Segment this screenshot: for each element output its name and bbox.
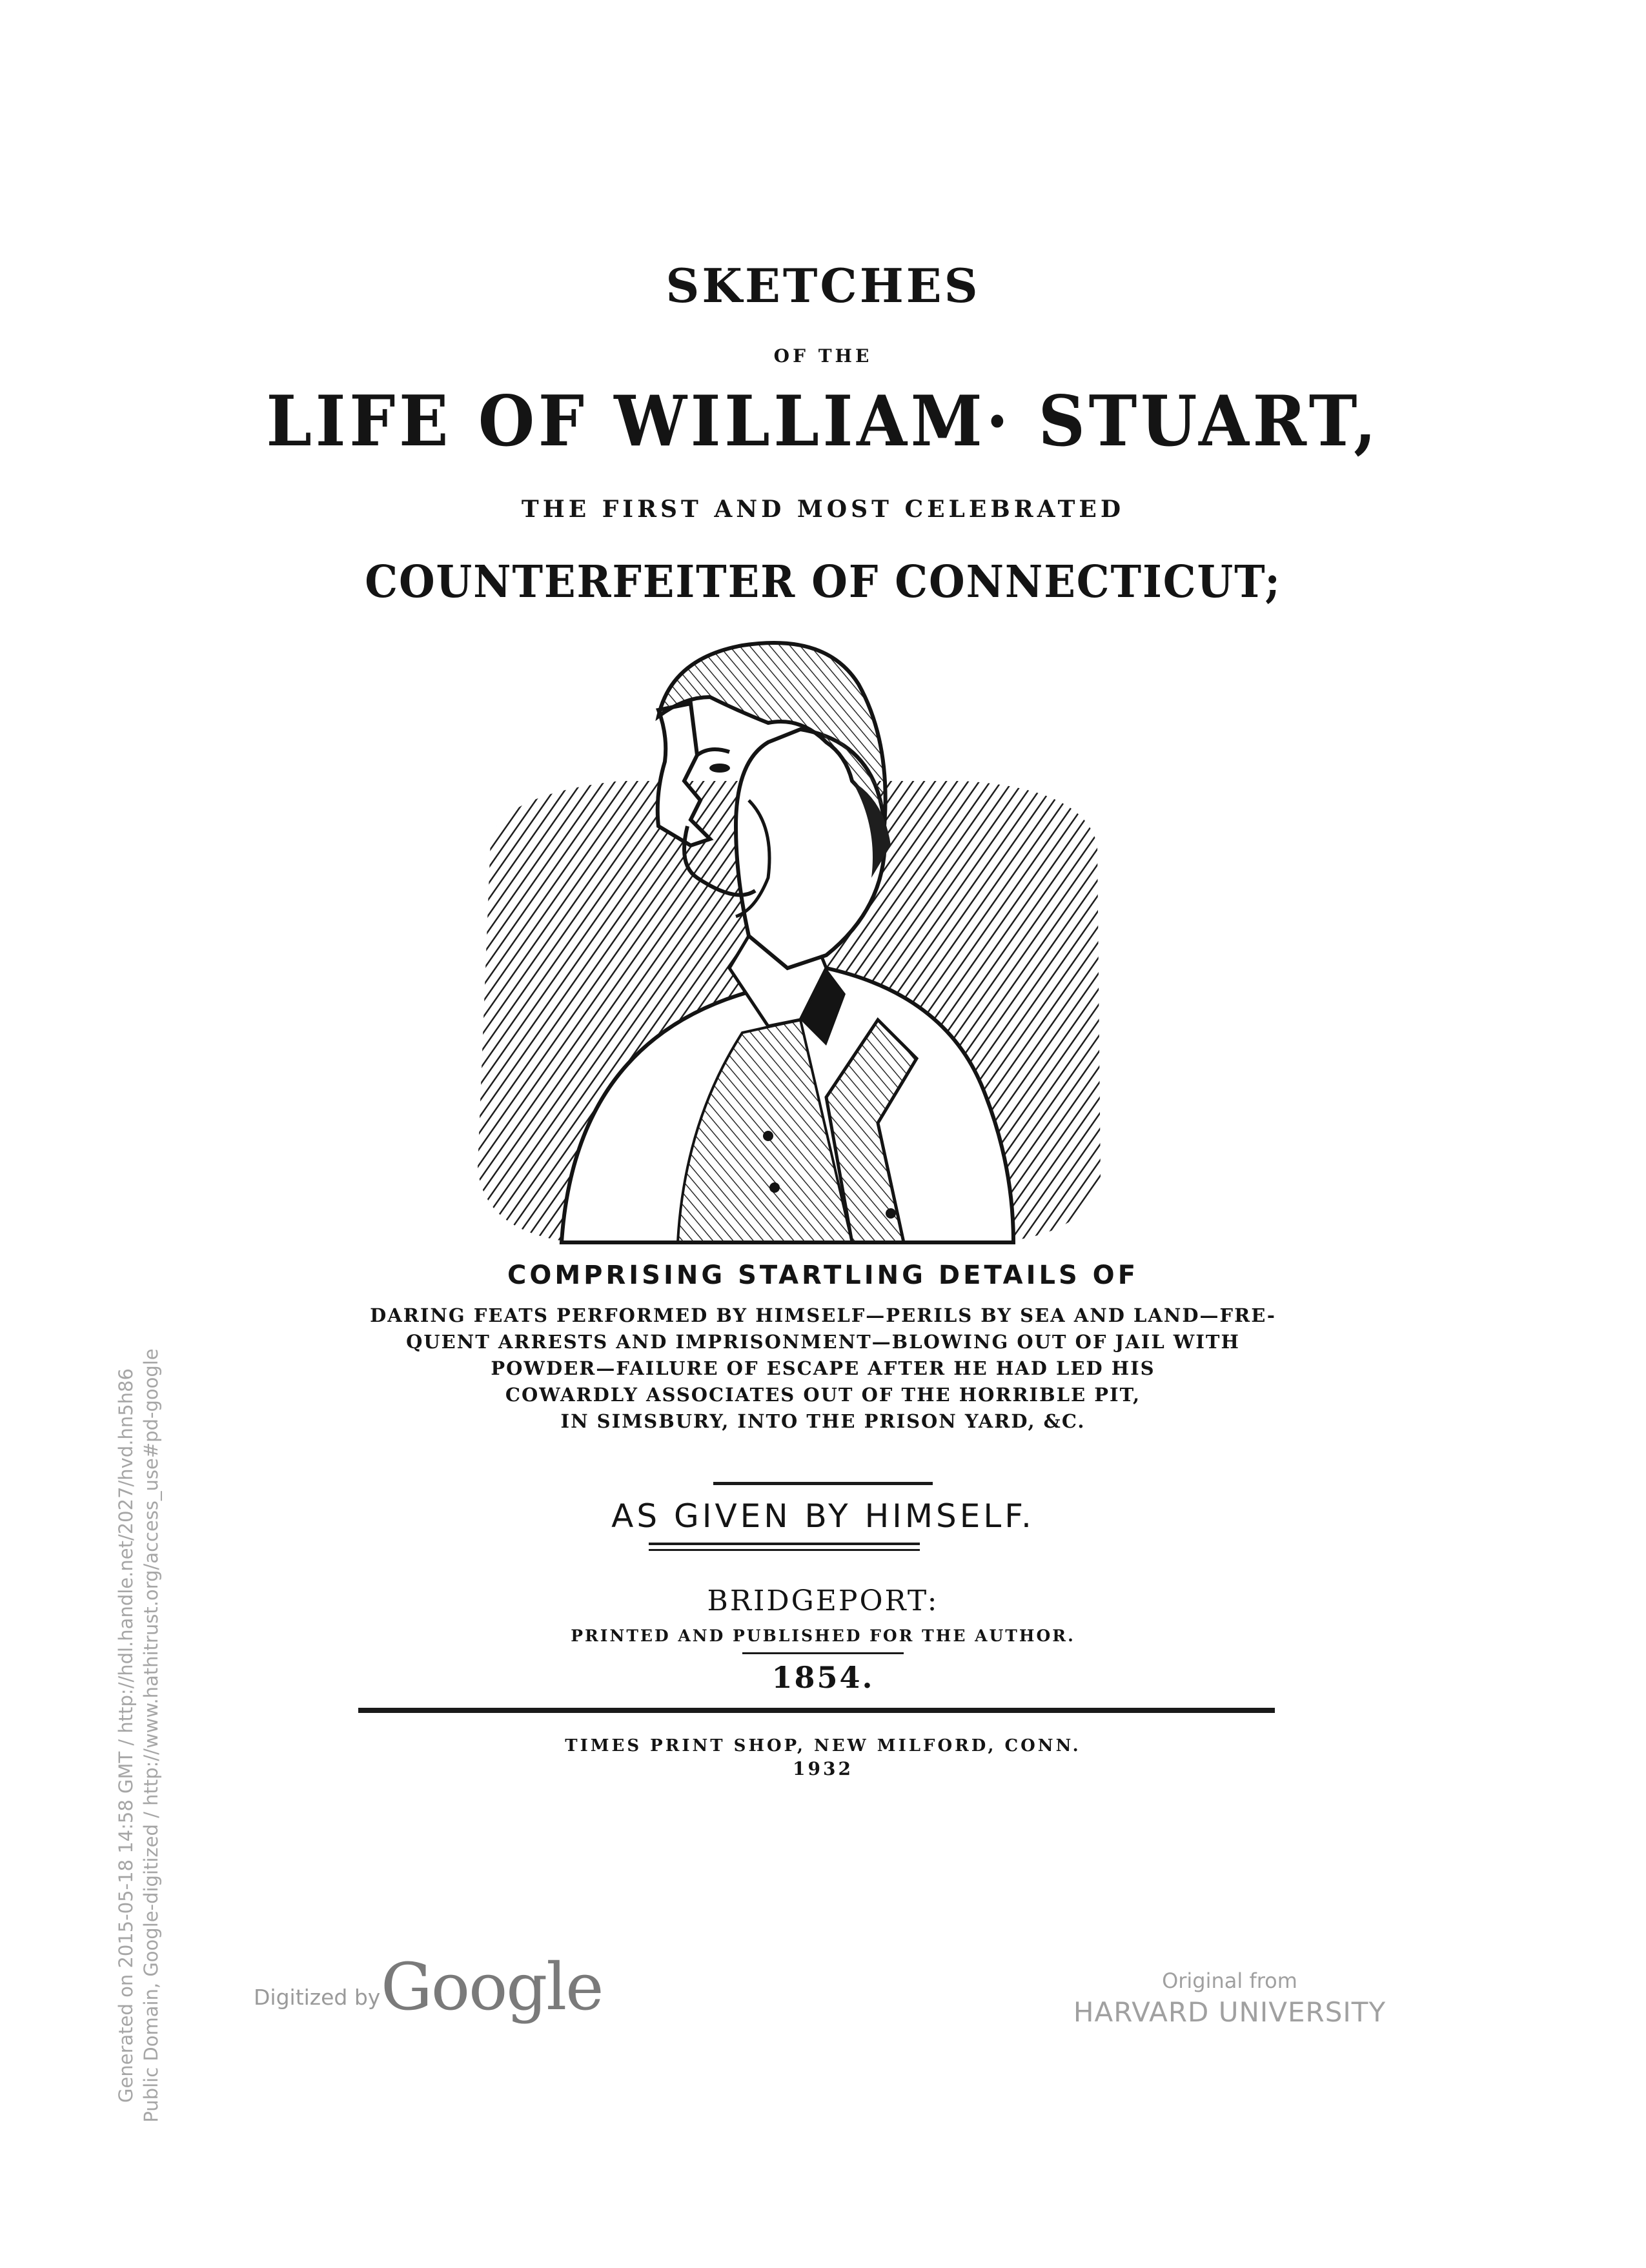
title-sketches: SKETCHES [666, 258, 980, 313]
portrait-engraving [465, 633, 1117, 1252]
subtitle-counterfeiter: COUNTERFEITER OF CONNECTICUT; [365, 556, 1281, 608]
original-from-label: Original from [1162, 1969, 1297, 1993]
details-list [0, 1302, 1646, 1435]
divider-heavy [358, 1708, 1275, 1713]
given-by-himself: AS GIVEN BY HIMSELF. [611, 1497, 1035, 1535]
digitized-by-label: Digitized by [254, 1985, 381, 2010]
comprising-heading: COMPRISING STARTLING DETAILS OF [507, 1261, 1139, 1290]
title-of-the: OF THE [773, 345, 873, 367]
google-logo: Google [381, 1949, 603, 2025]
divider-short [713, 1482, 933, 1485]
hathitrust-margin-note [114, 1203, 164, 2268]
reprint-shop: TIMES PRINT SHOP, NEW MILFORD, CONN. [565, 1736, 1081, 1756]
title-life-of: LIFE OF WILLIAM· STUART, [266, 381, 1380, 462]
harvard-university-label: HARVARD UNIVERSITY [1073, 1996, 1387, 2028]
margin-note-line: Generated on 2015-05-18 14:58 GMT / http://hdl.handle.net/2027/hvd.hn5h86 [115, 1368, 137, 2103]
details-line: COWARDLY ASSOCIATES OUT OF THE HORRIBLE PIT, [505, 1384, 1141, 1406]
divider-double [649, 1543, 920, 1545]
subtitle-first-most: THE FIRST AND MOST CELEBRATED [521, 496, 1125, 523]
details-line: IN SIMSBURY, INTO THE PRISON YARD, &C. [560, 1410, 1086, 1432]
imprint-year: 1854. [771, 1660, 875, 1695]
details-line: DARING FEATS PERFORMED BY HIMSELF—PERILS BY SEA AND LAND—FRE- [370, 1304, 1276, 1326]
details-line: POWDER—FAILURE OF ESCAPE AFTER HE HAD LED HIS [491, 1357, 1155, 1379]
reprint-year: 1932 [793, 1758, 853, 1779]
imprint-printed: PRINTED AND PUBLISHED FOR THE AUTHOR. [571, 1626, 1075, 1645]
divider-double [649, 1549, 920, 1551]
details-line: QUENT ARRESTS AND IMPRISONMENT—BLOWING OUT OF JAIL WITH [406, 1331, 1240, 1353]
imprint-place: BRIDGEPORT: [707, 1585, 939, 1617]
divider-short [742, 1652, 904, 1654]
margin-note-line: Public Domain, Google-digitized / http://www.hathitrust.org/access_use#pd-google [140, 1348, 162, 2123]
